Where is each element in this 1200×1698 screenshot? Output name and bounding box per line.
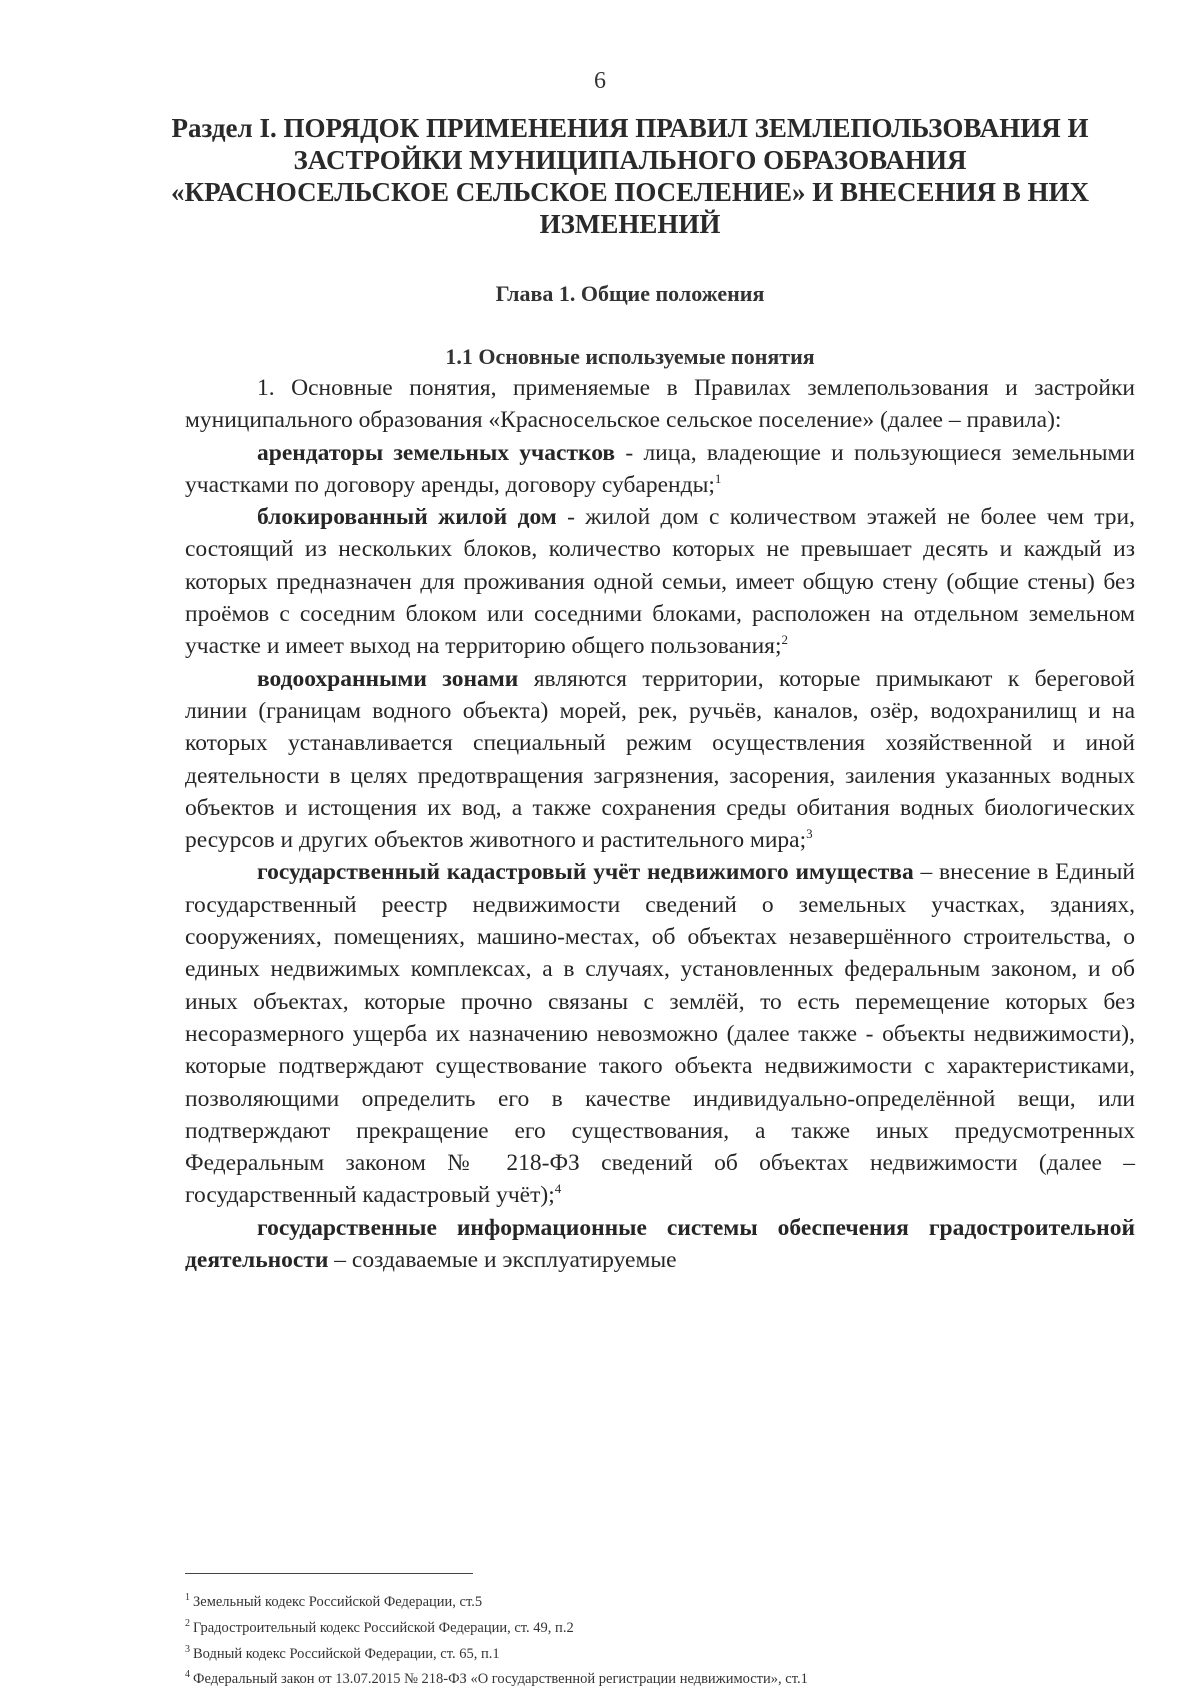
paragraph-definition xyxy=(185,663,1135,857)
chapter-title: Глава 1. Общие положения xyxy=(495,281,765,306)
footnote-ref: 3 xyxy=(806,826,813,842)
footnote-item xyxy=(185,1664,1135,1690)
definition-term: водоохранными зонами xyxy=(257,665,519,692)
footnote-ref: 1 xyxy=(714,471,722,487)
footnote-text: Земельный кодекс Российской Федерации, ст.5 xyxy=(193,1593,483,1610)
footnote-text: Водный кодекс Российской Федерации, ст. 65, п.1 xyxy=(193,1645,500,1662)
paragraph-definition xyxy=(185,501,1135,662)
page-number: 6 xyxy=(594,68,606,94)
definition-text: являются территории, которые примыкают к береговой линии (границам водного объекта) морей, рек, ручьёв, каналов, озёр, водохранилищ и на которых устанавливается специальный режим осуществления хозяйственной и иной деятельности в целях предотвращения загрязнения, засорения, заиления указанных водных объектов и истощения их вод, а также сохранения среды обитания водных биологических ресурсов и других объектов животного и растительного мира; xyxy=(185,665,1135,854)
footnote-ref: 4 xyxy=(554,1181,562,1197)
definition-text: – создаваемые и эксплуатируемые xyxy=(328,1247,677,1274)
paragraph-intro xyxy=(185,372,1135,437)
footnote-number: 3 xyxy=(185,1643,190,1655)
footnote-number: 2 xyxy=(185,1617,190,1629)
paragraph-text: 1. Основные понятия, применяемые в Правилах землепользования и застройки муниципального образования «Красносельское сельское поселение» (далее – правила): xyxy=(185,375,1135,434)
section-title: Раздел I. ПОРЯДОК ПРИМЕНЕНИЯ ПРАВИЛ ЗЕМЛЕПОЛЬЗОВАНИЯ И ЗАСТРОЙКИ МУНИЦИПАЛЬНОГО ОБРАЗОВАНИЯ «КРАСНОСЕЛЬСКОЕ СЕЛЬСКОЕ ПОСЕЛЕНИЕ» И ВНЕСЕНИЯ В НИХ ИЗМЕНЕНИЙ xyxy=(171,113,1089,239)
footnote-text: Федеральный закон от 13.07.2015 № 218-ФЗ «О государственной регистрации недвижимости», ст.1 xyxy=(193,1671,808,1688)
definition-term: арендаторы земельных участков xyxy=(257,439,616,466)
footnote-number: 4 xyxy=(185,1669,190,1681)
definition-text: – внесение в Единый государственный реестр недвижимости сведений о земельных участках, зданиях, сооружениях, помещениях, машино-местах, об объектах незавершённого строительства, о единых недвижимых комплексах, а в случаях, установленных федеральным законом, и об иных объектах, которые прочно связаны с землёй, то есть перемещение которых без несоразмерного ущерба их назначению невозможно (далее также - объекты недвижимости), которые подтверждают существование такого объекта недвижимости с характеристиками, позволяющими определить его в качестве индивидуально-определённой вещи, или подтверждают прекращение его существования, а также иных предусмотренных Федеральным законом № 218-ФЗ сведений об объектах недвижимости (далее – государственный кадастровый учёт); xyxy=(185,859,1135,1209)
body-text xyxy=(185,372,1135,1276)
paragraph-definition xyxy=(185,437,1135,502)
paragraph-definition xyxy=(185,856,1135,1211)
definition-term: государственный кадастровый учёт недвижимого имущества xyxy=(257,859,914,886)
definition-text: - жилой дом с количеством этажей не более чем три, состоящий из нескольких блоков, количество которых не превышает десять и каждый из которых предназначен для проживания одной семьи, имеет общую стену (общие стены) без проёмов с соседним блоком или соседними блоками, расположен на отдельном земельном участке и имеет выход на территорию общего пользования; xyxy=(185,504,1135,660)
paragraph-definition xyxy=(185,1212,1135,1277)
footnote-text: Градостроительный кодекс Российской Федерации, ст. 49, п.2 xyxy=(193,1619,574,1636)
footnote-number: 1 xyxy=(185,1592,190,1603)
footnote-ref: 2 xyxy=(781,632,788,648)
footnotes xyxy=(185,1587,1135,1690)
definition-term: блокированный жилой дом xyxy=(257,504,557,531)
footnote-divider xyxy=(185,1573,473,1574)
definition-text: - лица, владеющие и пользующиеся земельными участками по договору аренды, договору субаренды; xyxy=(185,439,1135,498)
subsection-title: 1.1 Основные используемые понятия xyxy=(445,344,815,369)
footnote-item xyxy=(185,1613,1135,1639)
footnote-item xyxy=(185,1639,1135,1665)
definition-term: государственные информационные системы обеспечения градостроительной деятельности xyxy=(185,1214,1135,1274)
footnote-item xyxy=(185,1587,1135,1613)
